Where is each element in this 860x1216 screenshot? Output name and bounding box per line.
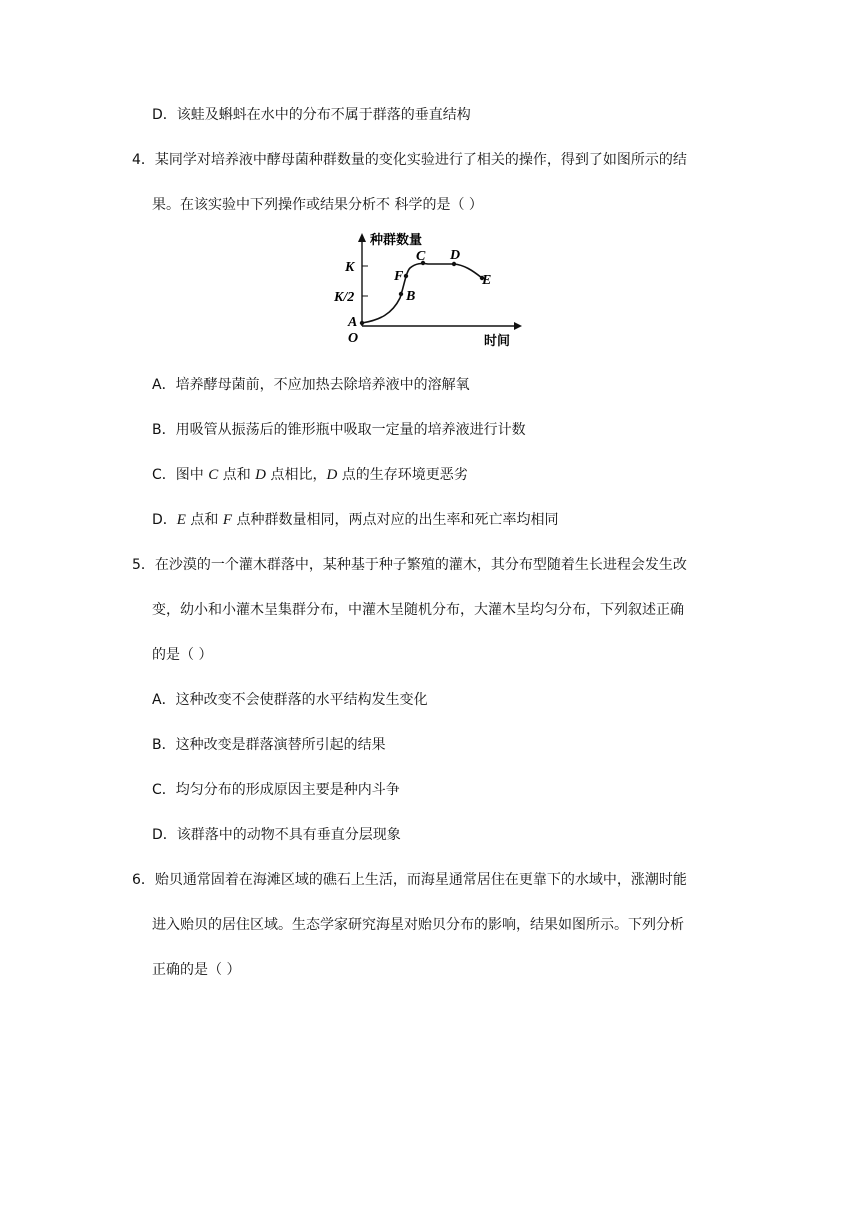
q4-option-a: A．培养酵母菌前，不应加热去除培养液中的溶解氧 <box>152 377 470 393</box>
q4-option-c-part2: 点和 <box>218 467 256 483</box>
q4-stem-line1 <box>132 150 687 170</box>
q4-number: 4． <box>132 152 155 168</box>
point-b-label: B <box>406 289 416 304</box>
point-f <box>404 274 408 278</box>
point-b <box>399 292 403 296</box>
half-k-label: K/2 <box>334 290 355 305</box>
q4-option-d <box>152 510 558 530</box>
population-growth-graph <box>330 230 530 355</box>
point-a <box>360 321 364 325</box>
y-axis-arrow <box>358 233 366 242</box>
q4-stem-line2: 果。在该实验中下列操作或结果分析不 科学的是（ ） <box>152 197 483 213</box>
q5-option-c: C．均匀分布的形成原因主要是种内斗争 <box>152 782 400 798</box>
q4-option-d-part1: D． <box>152 512 177 528</box>
q4-option-c-var2: D <box>255 467 266 483</box>
q4-option-c-part4: 点的生存环境更恶劣 <box>337 467 468 483</box>
x-axis-arrow <box>514 322 522 330</box>
point-e-label: E <box>482 273 492 288</box>
x-axis-label: 时间 <box>484 334 511 349</box>
q6-stem-line2: 进入贻贝的居住区域。生态学家研究海星对贻贝分布的影响，结果如图所示。下列分析 <box>152 917 684 933</box>
q4-option-b: B．用吸管从振荡后的锥形瓶中吸取一定量的培养液进行计数 <box>152 422 526 438</box>
q5-number: 5． <box>132 557 155 573</box>
point-f-label: F <box>394 269 404 284</box>
q4-option-d-part3: 点种群数量相同，两点对应的出生率和死亡率均相同 <box>232 512 559 528</box>
q4-option-d-part2: 点和 <box>185 512 223 528</box>
q6-stem-line1 <box>132 870 687 890</box>
k-label: K <box>345 260 355 275</box>
q4-stem-text1: 某同学对培养液中酵母菌种群数量的变化实验进行了相关的操作，得到了如图所示的结 <box>154 152 687 168</box>
q6-stem-text1: 贻贝通常固着在海滩区域的礁石上生活，而海星通常居住在更靠下的水域中，涨潮时能 <box>154 872 687 888</box>
q6-number: 6． <box>132 872 155 888</box>
q4-option-c-var1: C <box>208 467 219 483</box>
q4-option-d-var2: F <box>222 512 233 528</box>
q5-option-b: B．这种改变是群落演替所引起的结果 <box>152 737 386 753</box>
q5-stem-text1: 在沙漠的一个灌木群落中，某种基于种子繁殖的灌木，其分布型随着生长进程会发生改 <box>154 557 687 573</box>
y-axis-label: 种群数量 <box>370 233 423 248</box>
q4-option-c-part3: 点相比， <box>266 467 327 483</box>
q5-stem-line2: 变，幼小和小灌木呈集群分布，中灌木呈随机分布，大灌木呈均匀分布，下列叙述正确 <box>152 602 684 618</box>
origin-label: O <box>348 331 359 346</box>
q4-option-c-part1: C．图中 <box>152 467 209 483</box>
q4-option-d-var1: E <box>176 512 186 528</box>
q3-option-d: D．该蛙及蝌蚪在水中的分布不属于群落的垂直结构 <box>152 107 471 123</box>
q5-option-d: D．该群落中的动物不具有垂直分层现象 <box>152 827 401 843</box>
q5-option-a: A．这种改变不会使群落的水平结构发生变化 <box>152 692 428 708</box>
q5-stem-line3: 的是（ ） <box>152 647 213 663</box>
q6-stem-line3: 正确的是（ ） <box>152 962 241 978</box>
population-curve <box>362 263 482 323</box>
q5-stem-line1 <box>132 555 687 575</box>
point-d-label: D <box>450 248 461 263</box>
point-c-label: C <box>416 249 426 264</box>
q4-option-c-var3: D <box>326 467 338 483</box>
point-a-label: A <box>348 315 358 330</box>
q4-option-c <box>152 465 468 485</box>
